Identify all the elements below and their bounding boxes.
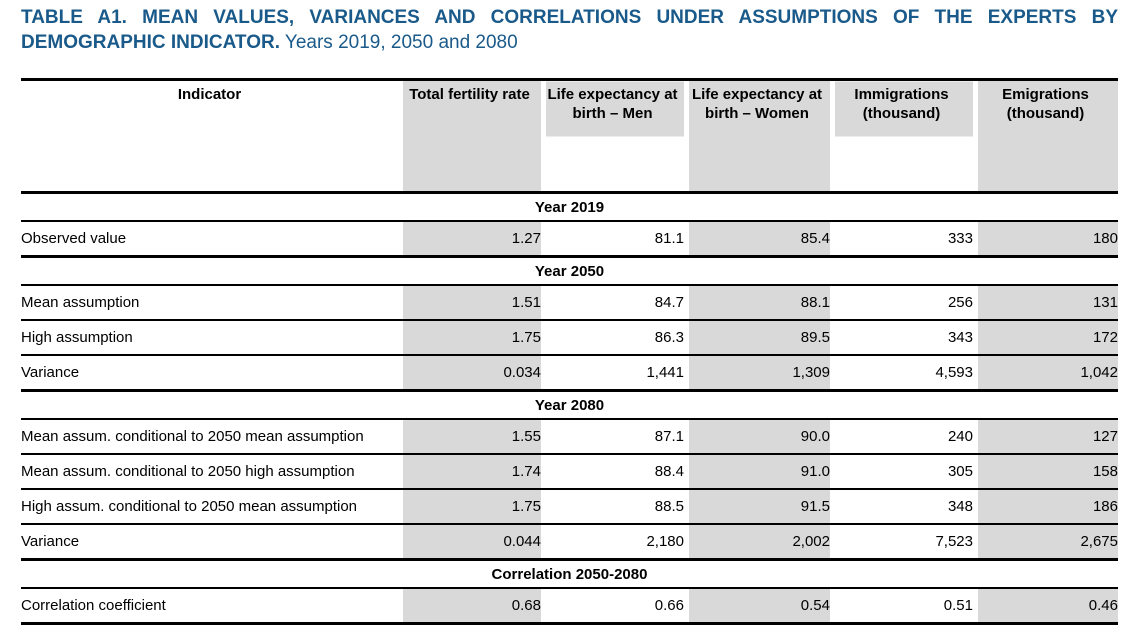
table-row — [21, 524, 1118, 560]
value-cell: 1.75 — [398, 489, 541, 524]
table-row — [21, 320, 1118, 355]
table-row — [21, 419, 1118, 454]
value-cell: 2,180 — [646, 533, 684, 550]
value-cell: 90.0 — [684, 419, 830, 454]
data-table — [21, 78, 1118, 625]
table-row — [21, 285, 1118, 320]
table-row — [21, 221, 1118, 257]
value-cell: 305 — [947, 463, 973, 480]
value-cell: 91.5 — [684, 489, 830, 524]
value-cell: 81.1 — [654, 230, 684, 247]
section-header: Year 2050 — [534, 262, 605, 280]
value-cell: 1,309 — [684, 355, 830, 391]
table-caption-line2 — [21, 30, 1118, 55]
table-row — [21, 454, 1118, 489]
section-row — [21, 560, 1118, 589]
table-row — [21, 355, 1118, 391]
value-cell: 85.4 — [684, 221, 830, 257]
value-cell: 1.74 — [398, 454, 541, 489]
value-cell: 172 — [973, 320, 1118, 355]
value-cell: 87.1 — [654, 428, 684, 445]
value-cell: 2,002 — [684, 524, 830, 560]
value-cell: 89.5 — [684, 320, 830, 355]
table-row — [21, 588, 1118, 624]
value-cell: 0.68 — [398, 588, 541, 624]
value-cell: 343 — [947, 329, 973, 346]
value-cell: 0.51 — [943, 597, 973, 614]
value-cell: 1.27 — [398, 221, 541, 257]
row-label: Variance — [21, 533, 80, 550]
column-header: Immigrations (thousand) — [830, 80, 973, 193]
column-header: Life expectancy at birth – Women — [684, 80, 830, 193]
table-header — [21, 80, 1118, 193]
row-label: Mean assum. conditional to 2050 mean assumption — [21, 428, 364, 445]
value-cell: 1,441 — [646, 364, 684, 381]
row-label: High assumption — [21, 329, 133, 346]
row-label: Mean assumption — [21, 294, 140, 311]
section-row — [21, 257, 1118, 286]
table-caption — [21, 5, 1118, 55]
table-caption-subtitle: Years 2019, 2050 and 2080 — [284, 32, 518, 53]
value-cell: 88.5 — [654, 498, 684, 515]
value-cell: 127 — [973, 419, 1118, 454]
value-cell: 348 — [947, 498, 973, 515]
value-cell: 1.75 — [398, 320, 541, 355]
value-cell: 0.044 — [398, 524, 541, 560]
value-cell: 88.1 — [684, 285, 830, 320]
value-cell: 240 — [947, 428, 973, 445]
value-cell: 88.4 — [654, 463, 684, 480]
section-row — [21, 193, 1118, 222]
table-caption-line1: TABLE A1. MEAN VALUES, VARIANCES AND CORRELATIONS UNDER ASSUMPTIONS OF THE EXPERTS BY — [21, 7, 1118, 28]
value-cell: 0.54 — [684, 588, 830, 624]
value-cell: 180 — [973, 221, 1118, 257]
table-row — [21, 489, 1118, 524]
value-cell: 4,593 — [935, 364, 973, 381]
value-cell: 0.66 — [654, 597, 684, 614]
value-cell: 0.034 — [398, 355, 541, 391]
table-caption-bold: DEMOGRAPHIC INDICATOR. — [21, 32, 280, 53]
value-cell: 84.7 — [654, 294, 684, 311]
value-cell: 0.46 — [973, 588, 1118, 624]
row-label: Variance — [21, 364, 80, 381]
section-header: Correlation 2050-2080 — [491, 565, 648, 583]
value-cell: 1.51 — [398, 285, 541, 320]
value-cell: 1,042 — [973, 355, 1118, 391]
row-label: Observed value — [21, 230, 127, 247]
column-header: Life expectancy at birth – Men — [541, 80, 684, 193]
value-cell: 131 — [973, 285, 1118, 320]
row-label: High assum. conditional to 2050 mean assumption — [21, 498, 358, 515]
value-cell: 158 — [973, 454, 1118, 489]
value-cell: 1.55 — [398, 419, 541, 454]
section-header: Year 2080 — [534, 396, 605, 414]
value-cell: 186 — [973, 489, 1118, 524]
row-label: Correlation coefficient — [21, 597, 166, 614]
value-cell: 91.0 — [684, 454, 830, 489]
section-header: Year 2019 — [534, 198, 605, 216]
column-header: Emigrations (thousand) — [973, 80, 1118, 193]
value-cell: 2,675 — [973, 524, 1118, 560]
section-row — [21, 391, 1118, 420]
value-cell: 86.3 — [654, 329, 684, 346]
value-cell: 7,523 — [935, 533, 973, 550]
row-label: Mean assum. conditional to 2050 high assumption — [21, 463, 355, 480]
column-header: Total fertility rate — [398, 80, 541, 193]
column-header: Indicator — [177, 86, 242, 103]
value-cell: 333 — [947, 230, 973, 247]
value-cell: 256 — [947, 294, 973, 311]
